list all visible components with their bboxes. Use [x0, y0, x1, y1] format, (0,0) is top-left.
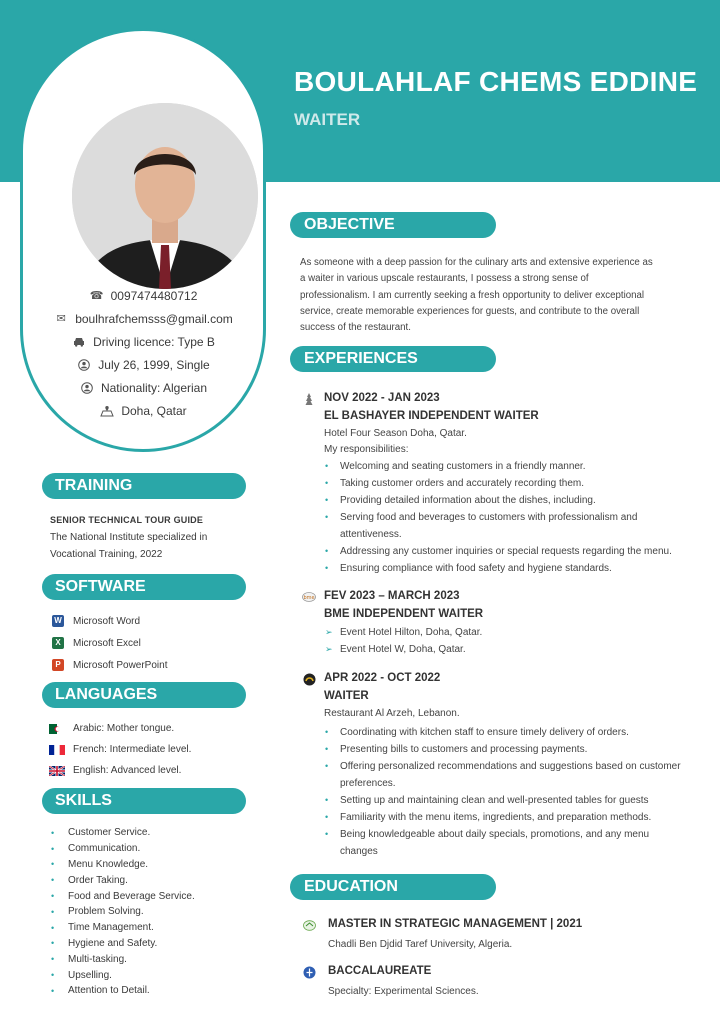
education-subtitle: Specialty: Experimental Sciences. — [328, 986, 479, 997]
experience-bullet — [324, 475, 684, 492]
candidate-role: WAITER — [294, 110, 361, 129]
bullet-icon: • — [325, 761, 329, 771]
experience-bullet-text: Taking customer orders and accurately recording them. — [340, 478, 585, 489]
experiences-heading: EXPERIENCES — [290, 346, 496, 372]
bullet-icon: • — [51, 922, 55, 933]
experience-bullet-text: Being knowledgeable about daily specials, promotions, and any menu — [340, 829, 650, 840]
powerpoint-icon: P — [52, 659, 64, 671]
experience-bullet — [324, 792, 684, 809]
experience-date: FEV 2023 – MARCH 2023 — [324, 590, 460, 602]
experience-responsibilities-label: My responsibilities: — [324, 444, 409, 455]
experience-bullet-text: changes — [340, 846, 378, 857]
skill-item — [51, 872, 251, 888]
bullet-icon: • — [325, 727, 329, 737]
software-item: X Microsoft Excel — [52, 632, 252, 654]
experience-place: Restaurant Al Arzeh, Lebanon. — [324, 708, 460, 719]
skill-item — [51, 904, 251, 920]
skill-item — [51, 841, 251, 857]
experience-bullet — [324, 758, 684, 775]
experience-bullet — [324, 641, 684, 658]
bullet-icon: • — [51, 843, 55, 854]
experience-company: WAITER — [324, 690, 369, 702]
skill-item — [51, 888, 251, 904]
experience-bullet-text: attentiveness. — [340, 529, 402, 540]
algeria-flag-icon — [49, 724, 65, 734]
bullet-icon: • — [51, 891, 55, 902]
skill-item — [51, 920, 251, 936]
skill-label: Customer Service. — [68, 827, 151, 839]
car-icon — [71, 335, 87, 349]
hotel-logo-icon — [302, 392, 316, 406]
experience-bullet-text: Event Hotel W, Doha, Qatar. — [340, 644, 466, 655]
experience-bullet — [324, 492, 684, 509]
training-section — [50, 512, 250, 563]
bullet-icon: • — [51, 970, 55, 981]
experience-company: EL BASHAYER INDEPENDENT WAITER — [324, 410, 539, 422]
bullet-icon: • — [325, 478, 329, 488]
skill-label: Attention to Detail. — [68, 985, 150, 997]
bullet-icon: • — [51, 859, 55, 870]
experience-item — [302, 672, 692, 862]
experience-bullet — [324, 509, 684, 526]
france-flag-icon — [49, 745, 65, 755]
experience-bullet-text: Offering personalized recommendations and suggestions based on customer — [340, 761, 681, 772]
restaurant-logo-icon — [302, 672, 316, 686]
bullet-icon: • — [51, 827, 55, 838]
objective-text — [300, 255, 668, 336]
experience-bullet-text: Addressing any customer inquiries or special requests regarding the menu. — [340, 546, 672, 557]
skill-label: Hygiene and Safety. — [68, 937, 158, 949]
experience-date: NOV 2022 - JAN 2023 — [324, 392, 440, 404]
skills-list — [51, 825, 251, 999]
education-heading: EDUCATION — [290, 874, 496, 900]
objective-line: As someone with a deep passion for the culinary arts and extensive experience as — [300, 257, 653, 268]
bullet-icon: • — [325, 744, 329, 754]
experience-bullet-text: Familiarity with the menu items, ingredients, and preparation methods. — [340, 812, 652, 823]
skill-item — [51, 967, 251, 983]
experience-bullet-text: preferences. — [340, 778, 396, 789]
experience-bullet-text: Ensuring compliance with food safety and hygiene standards. — [340, 563, 612, 574]
objective-heading: OBJECTIVE — [290, 212, 496, 238]
languages-heading: LANGUAGES — [42, 682, 246, 708]
experience-bullet-text: Providing detailed information about the dishes, including. — [340, 495, 596, 506]
bullet-icon: • — [51, 954, 55, 965]
training-line: Vocational Training, 2022 — [50, 549, 163, 560]
skill-label: Food and Beverage Service. — [68, 890, 195, 902]
languages-list — [49, 718, 249, 781]
objective-line: service, create memorable experiences for guests, and contribute to the overall — [300, 305, 640, 317]
software-heading: SOFTWARE — [42, 574, 246, 600]
bullet-icon: • — [325, 461, 329, 471]
software-item: W Microsoft Word — [52, 610, 252, 632]
skill-item — [51, 951, 251, 967]
experience-bullets — [324, 458, 684, 577]
bullet-icon: • — [325, 495, 329, 505]
person-icon — [76, 358, 92, 372]
svg-text:bme: bme — [303, 595, 315, 601]
phone-icon: ☎ — [89, 290, 104, 302]
experience-date: APR 2022 - OCT 2022 — [324, 672, 441, 684]
contact-phone: ☎ 0097474480712 — [89, 288, 198, 303]
bullet-icon: • — [325, 563, 329, 573]
experience-bullet — [324, 724, 684, 741]
skill-label: Upselling. — [68, 969, 112, 981]
bullet-icon: • — [51, 985, 55, 996]
contact-licence: Driving licence: Type B — [20, 330, 266, 353]
contact-birth: July 26, 1999, Single — [20, 353, 266, 376]
bullet-icon: • — [325, 829, 329, 839]
education-title: BACCALAUREATE — [328, 965, 432, 977]
experience-bullet — [324, 526, 684, 543]
skill-label: Time Management. — [68, 922, 154, 934]
skill-label: Multi-tasking. — [68, 953, 127, 965]
bullet-icon: • — [325, 546, 329, 556]
experience-bullet — [324, 624, 684, 641]
objective-line: a waiter in various upscale restaurants, I possess a strong sense of — [300, 273, 589, 285]
skill-label: Order Taking. — [68, 874, 128, 886]
experience-bullets — [324, 624, 684, 658]
language-item: French: Intermediate level. — [49, 739, 249, 760]
experience-bullet — [324, 775, 684, 792]
experience-place: Hotel Four Season Doha, Qatar. — [324, 428, 467, 439]
person-icon — [79, 381, 95, 395]
education-title: MASTER IN STRATEGIC MANAGEMENT | 2021 — [328, 918, 583, 930]
location-icon — [99, 404, 115, 418]
experience-bullet — [324, 809, 684, 826]
experience-bullet — [324, 543, 684, 560]
experience-bullet — [324, 843, 684, 860]
word-icon: W — [52, 615, 64, 627]
experience-item — [302, 590, 692, 660]
education-item — [302, 918, 692, 958]
software-item: P Microsoft PowerPoint — [52, 654, 252, 676]
experience-item — [302, 392, 692, 582]
experience-bullets — [324, 724, 684, 860]
university-logo-icon — [302, 918, 316, 932]
bullet-icon: ➢ — [325, 644, 333, 654]
excel-icon: X — [52, 637, 64, 649]
bullet-icon: • — [51, 906, 55, 917]
bullet-icon: ➢ — [325, 627, 333, 637]
school-logo-icon — [302, 965, 316, 979]
skill-label: Communication. — [68, 843, 141, 855]
bullet-icon: • — [325, 812, 329, 822]
objective-line: success of the restaurant. — [300, 322, 411, 334]
training-line: The National Institute specialized in — [50, 532, 208, 543]
bullet-icon: • — [325, 512, 329, 522]
language-item: Arabic: Mother tongue. — [49, 718, 249, 739]
candidate-name: BOULAHLAF CHEMS EDDINE — [294, 66, 698, 97]
language-item: English: Advanced level. — [49, 760, 249, 781]
experience-bullet-text: Welcoming and seating customers in a friendly manner. — [340, 461, 586, 472]
skill-item — [51, 825, 251, 841]
bullet-icon: • — [325, 795, 329, 805]
experience-company: BME INDEPENDENT WAITER — [324, 608, 484, 620]
education-item — [302, 965, 692, 1005]
training-title: SENIOR TECHNICAL TOUR GUIDE — [50, 515, 204, 525]
skills-heading: SKILLS — [42, 788, 246, 814]
uk-flag-icon — [49, 766, 65, 776]
skill-item — [51, 857, 251, 873]
contact-location: Doha, Qatar — [20, 399, 266, 422]
experience-bullet-text: Event Hotel Hilton, Doha, Qatar. — [340, 627, 483, 638]
skill-label: Menu Knowledge. — [68, 858, 149, 870]
experience-bullet — [324, 741, 684, 758]
experience-bullet — [324, 826, 684, 843]
education-subtitle: Chadli Ben Djdid Taref University, Algeria. — [328, 939, 513, 950]
objective-line: professionalism. I am currently seeking a fresh opportunity to deliver exceptional — [300, 289, 645, 301]
experience-bullet-text: Setting up and maintaining clean and well-presented tables for guests — [340, 795, 649, 806]
experience-bullet-text: Serving food and beverages to customers with professionalism and — [340, 512, 638, 523]
email-icon: ✉ — [56, 313, 66, 325]
contact-list — [20, 284, 266, 422]
skill-item — [51, 983, 251, 999]
bullet-icon: • — [51, 875, 55, 886]
contact-nationality: Nationality: Algerian — [20, 376, 266, 399]
bme-logo-icon — [302, 590, 316, 604]
skill-item — [51, 936, 251, 952]
profile-photo — [72, 103, 258, 289]
experience-bullet — [324, 560, 684, 577]
experience-bullet — [324, 458, 684, 475]
software-list — [52, 610, 252, 676]
experience-bullet-text: Coordinating with kitchen staff to ensure timely delivery of orders. — [340, 727, 629, 738]
contact-email: ✉ boulhrafchemsss@gmail.com — [20, 307, 266, 330]
skill-label: Problem Solving. — [68, 906, 144, 918]
experience-bullet-text: Presenting bills to customers and processing payments. — [340, 744, 588, 755]
bullet-icon: • — [51, 938, 55, 949]
training-heading: TRAINING — [42, 473, 246, 499]
